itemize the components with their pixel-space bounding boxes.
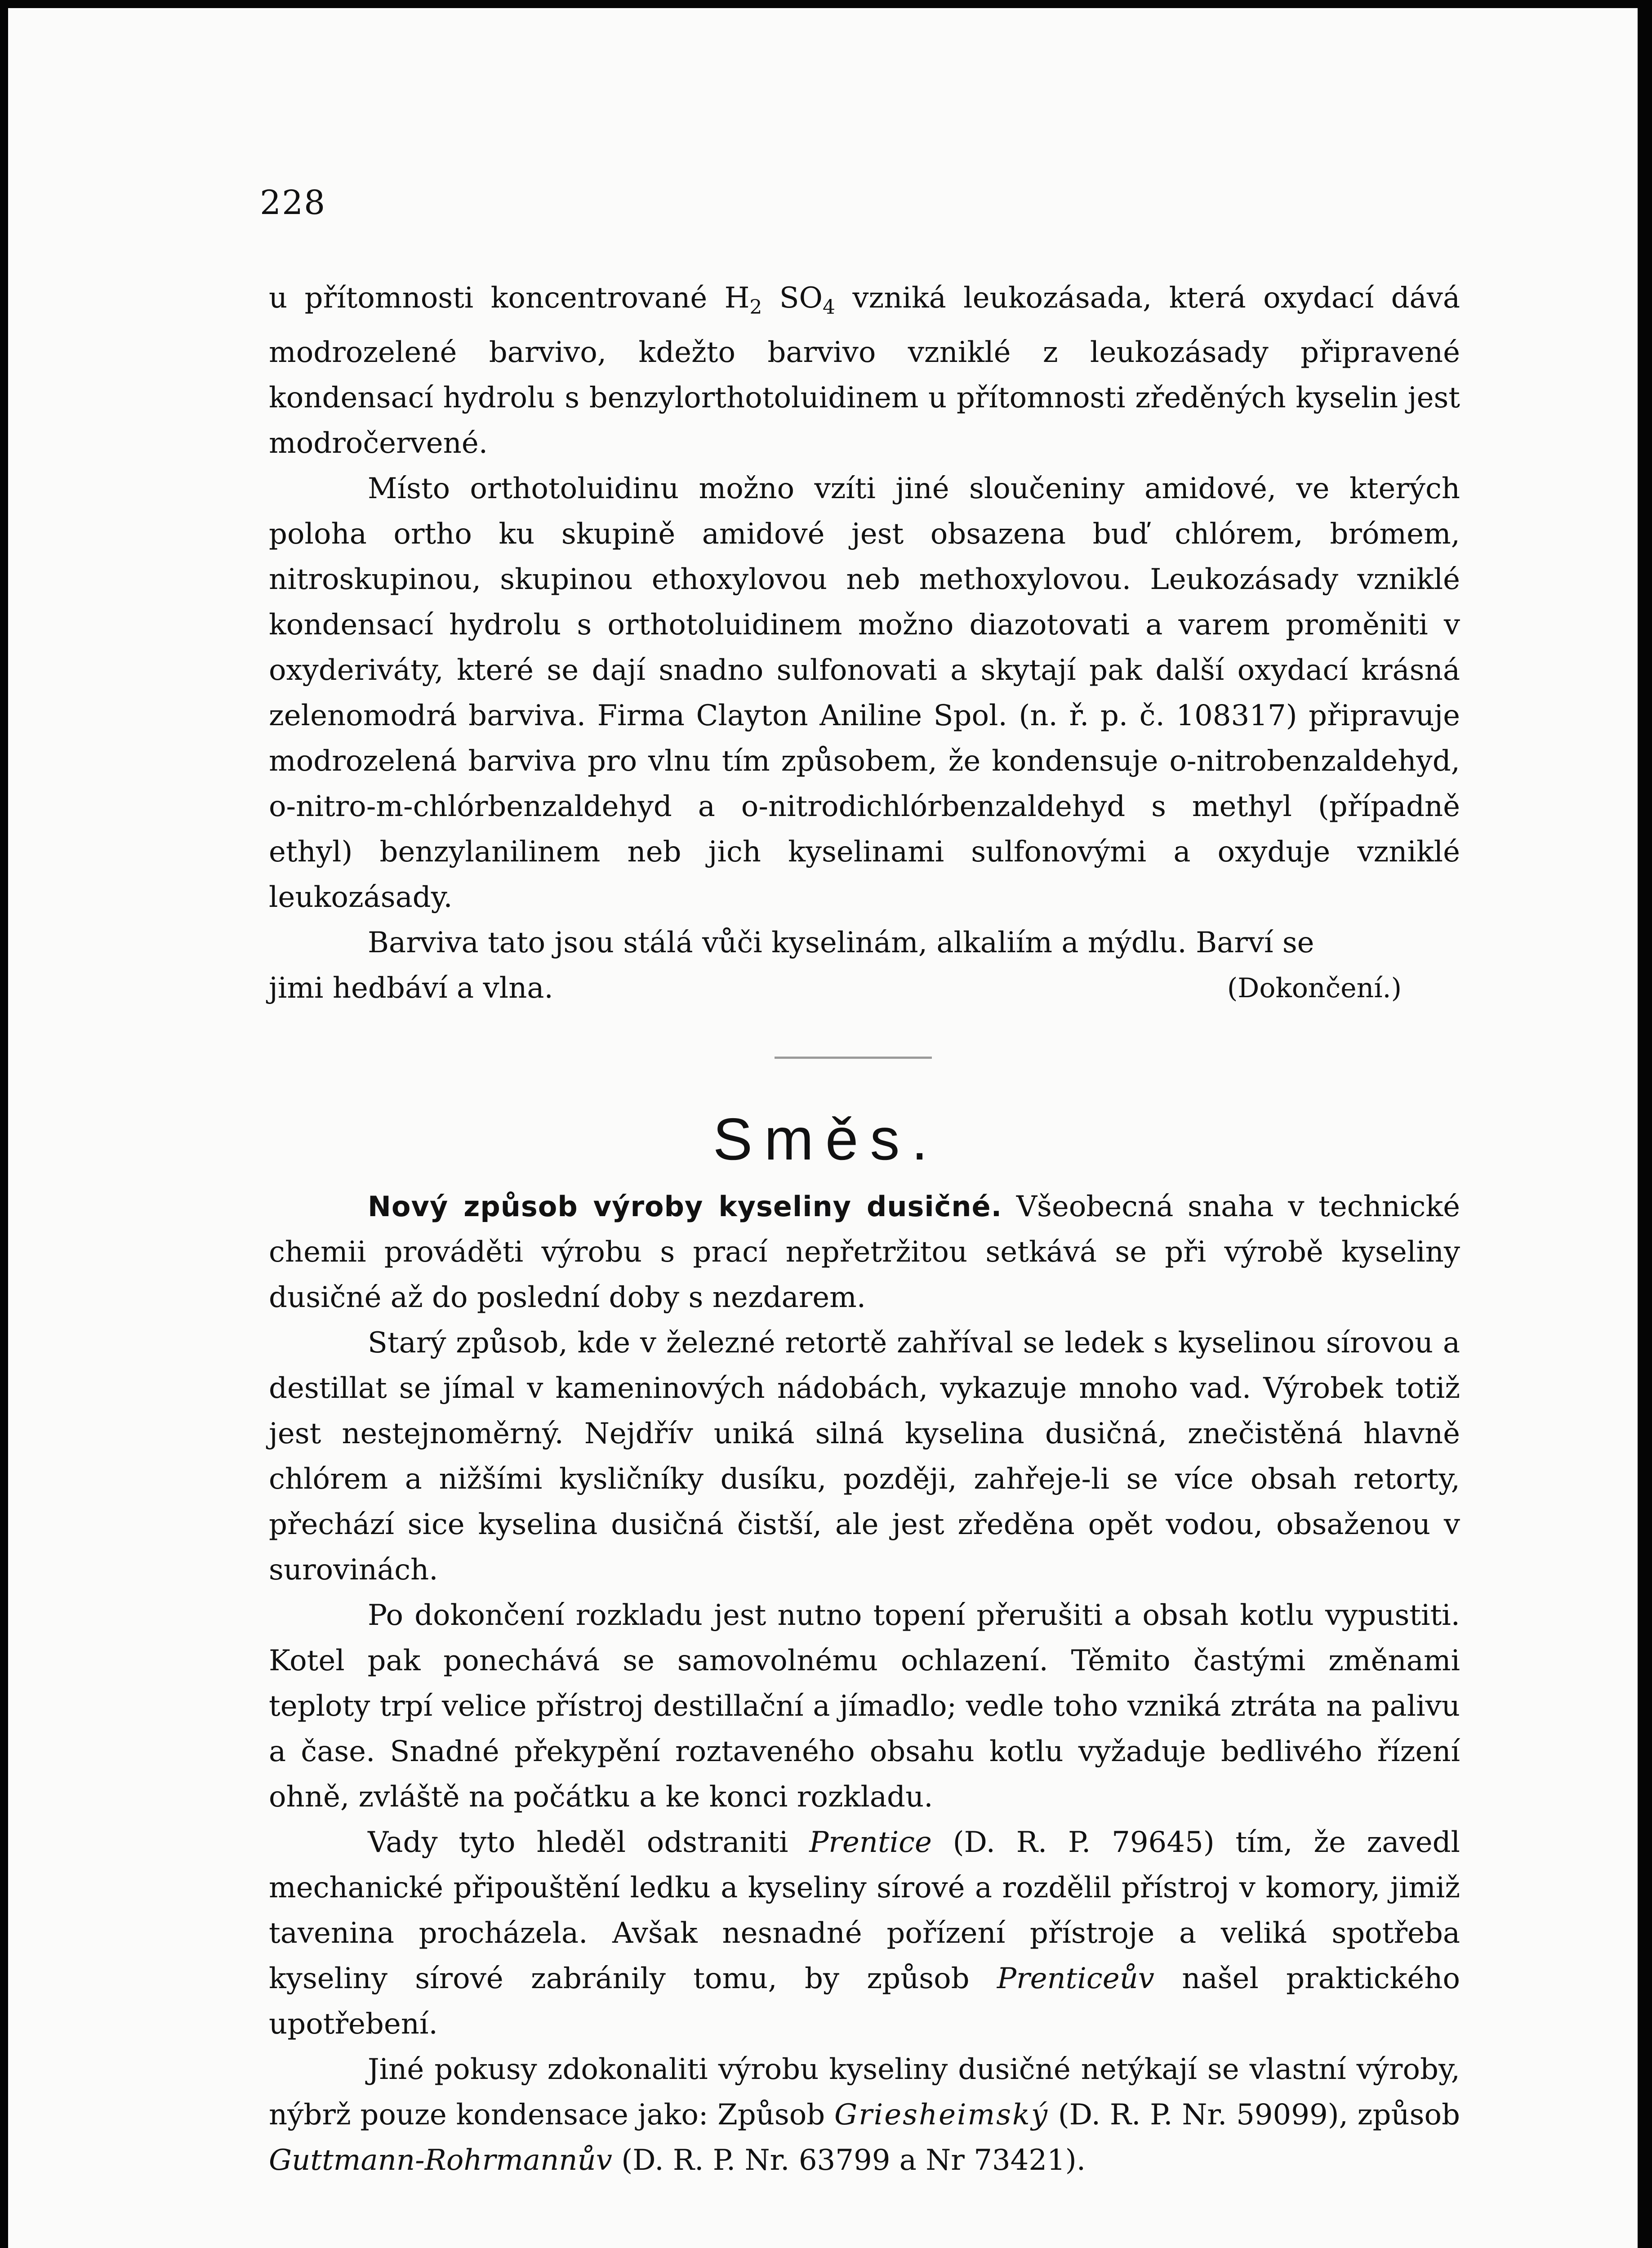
paragraph-stary-zpusob: Starý způsob, kde v železné retortě zahříval se ledek s kyselinou sírovou a destillat se jímal v kameninových nádobách, vykazuje mnoho vad. Výrobek totiž jest nestejnoměrný. Nejdřív uniká silná kyselina dusičná, znečistěná hlavně chlórem a nižšími kysličníky dusíku, později, zahřeje-li se více obsah retorty, přechází sice kyselina dusičná čistší, ale jest zředěna opět vodou, obsaženou v surovinách.: [269, 1326, 1460, 1587]
name-guttmann-rohrmann: Guttmann-Rohrmannův: [269, 2144, 612, 2177]
paragraph-prentice: Vady tyto hleděl odstraniti Prentice (D. R. P. 79645) tím, že zavedl mechanické připouštění ledku a kyseliny sírové a rozdělil přístroj v komory, jimiž tavenina procházela. Avšak nesnadné pořízení přístroje a veliká spotřeba kyseliny sírové zabránily tomu, by způsob Prenticeův našel praktického upotřebení.: [269, 1826, 1461, 2041]
paragraph-orthotoluidin: Místo orthotoluidinu možno vzíti jiné sloučeniny amidové, ve kterých poloha ortho ku skupině amidové jest obsazena buď chlórem, brómem, nitroskupinou, skupinou ethoxylovou neb methoxylovou. Leukozásady vzniklé kondensací hydrolu s orthotoluidinem možno diazotovati a varem proměniti v oxyderiváty, které se dají snadno sulfonovati a skytají pak další oxydací krásná zelenomodrá barviva. Firma Clayton Aniline Spol. (n. ř. p. č. 108317) připravuje modrozelená barviva pro vlnu tím způsobem, že kondensuje o-nitrobenzaldehyd, o-nitro-m-chlórbenzaldehyd a o-nitrodichlórbenzaldehyd s methyl (případně ethyl) benzylanilinem neb jich kyselinami sulfonovými a oxyduje vzniklé leukozásady.: [269, 472, 1460, 914]
page: [8, 8, 1638, 2248]
name-prenticeuv: Prenticeův: [997, 1962, 1154, 1995]
closing-text: jimi hedbáví a vlna.: [269, 972, 553, 1005]
paragraph-rozklad: Po dokončení rozkladu jest nutno topení přerušiti a obsah kotlu vypustiti. Kotel pak ponechává se samovolnému ochlazení. Těmito častými změnami teploty trpí velice přístroj destillační a jímadlo; vedle toho vzniká ztráta na palivu a čase. Snadné překypění roztaveného obsahu kotlu vyžaduje bedlivého řízení ohně, zvláště na počátku a ke konci rozkladu.: [269, 1599, 1460, 1814]
paragraph-pokusy: Jiné pokusy zdokonaliti výrobu kyseliny dusičné netýkají se vlastní výroby, nýbrž pouze kondensace jako: Způsob Griesheimský (D. R. P. Nr. 59099), způsob Guttmann-Rohrmannův (D. R. P. Nr. 63799 a Nr 73421).: [269, 2053, 1461, 2177]
continued-article: [269, 276, 1460, 1011]
page-number: 228: [260, 183, 326, 222]
continued-note: (Dokončení.): [1227, 972, 1402, 1004]
paragraph-leukozasada: u přítomnosti koncentrované $H_2$ $SO_4$ vzniká leukozásada, která oxydací dává modrozelené barvivo, kdežto barvivo vzniklé z leukozásady připravené kondensací hydrolu s benzylorthotoluidinem u přítomnosti zředěných kyselin jest modročervené.: [269, 281, 1461, 460]
closing-line: [269, 966, 1460, 1011]
article-heading: Nový způsob výroby kyseliny dusičné.: [368, 1190, 1002, 1223]
name-griesheimsky: Griesheimský: [834, 2098, 1049, 2132]
paragraph-barviva: Barviva tato jsou stálá vůči kyselinám, alkaliím a mýdlu. Barví se: [368, 926, 1314, 959]
section-divider: [775, 1057, 932, 1059]
article-nitric-acid: [269, 1184, 1460, 2183]
article-intro: Nový způsob výroby kyseliny dusičné. Všeobecná snaha v technické chemii prováděti výrobu s prací nepřetržitou setkává se při výrobě kyseliny dusičné až do poslední doby s nezdarem.: [269, 1190, 1461, 1314]
section-title: Směs.: [712, 1106, 940, 1172]
name-prentice: Prentice: [809, 1826, 932, 1859]
